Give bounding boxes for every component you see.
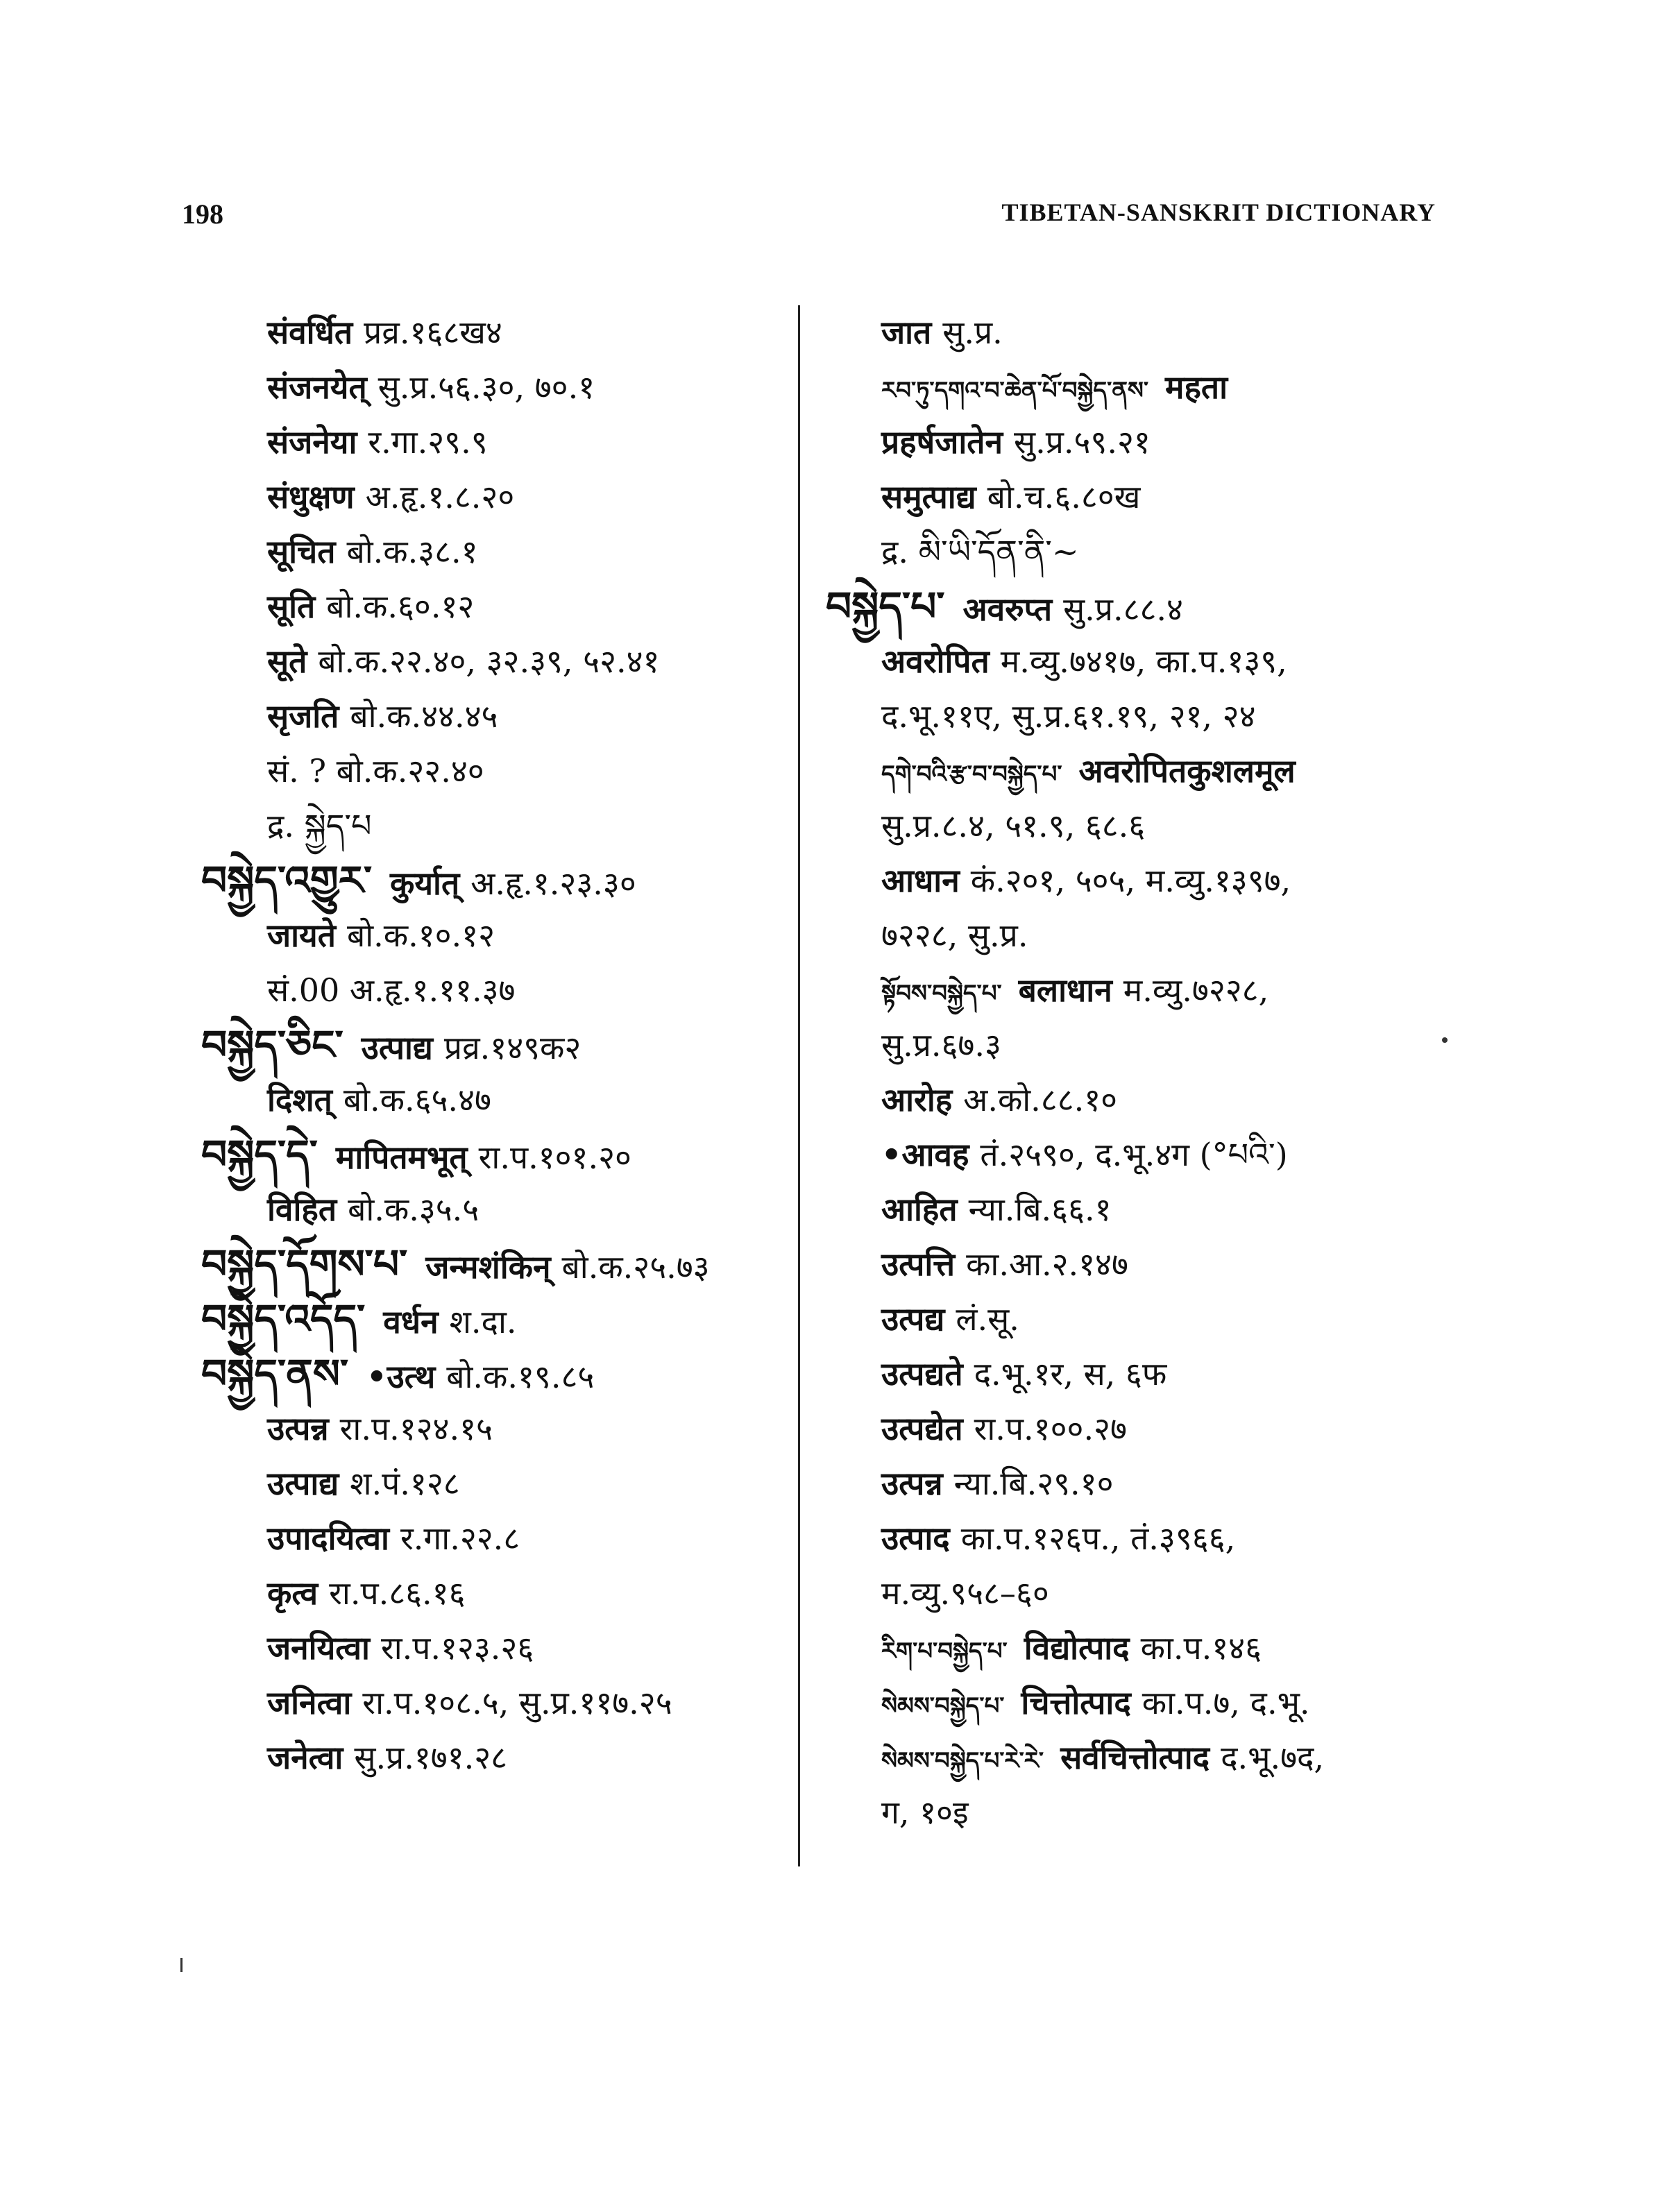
source-reference: र.गा.२९.९: [368, 423, 488, 461]
sanskrit-equivalent: जनयित्वा: [267, 1629, 370, 1667]
sense-entry: [826, 1676, 1450, 1730]
source-reference: प्रव्र.१४९क२: [443, 1029, 582, 1066]
sanskrit-equivalent: उपादयित्वा: [267, 1520, 389, 1557]
sanskrit-equivalent: कृत्व: [267, 1574, 319, 1612]
sense-entry: [826, 853, 1450, 908]
sense-entry: [201, 1621, 784, 1676]
source-reference: सं. ? बो.क.२२.४०: [267, 752, 484, 790]
source-reference: सं.00 अ.हृ.१.११.३७: [267, 971, 516, 1009]
sanskrit-equivalent: संजनेया: [267, 423, 357, 461]
left-column: [201, 305, 784, 1785]
scan-speck: [1442, 1037, 1448, 1043]
sense-entry: [826, 1566, 1450, 1621]
sanskrit-equivalent: सूचित: [267, 533, 336, 570]
sense-entry: [826, 634, 1450, 689]
source-reference: द.भू.११ए, सु.प्र.६१.१९, २१, २४: [881, 697, 1256, 735]
sense-entry: [201, 525, 784, 579]
source-reference: म.व्यु.९५८–६०: [881, 1574, 1049, 1612]
sanskrit-equivalent: कुर्यात्: [390, 865, 460, 902]
source-reference: सु.प्र.५९.२१: [1013, 423, 1151, 461]
sense-entry: [826, 1402, 1450, 1456]
source-reference: रा.प.१२३.२६: [380, 1629, 534, 1667]
source-reference: बो.क.१०.१२: [346, 917, 495, 954]
source-reference: तं.२५९०, द.भू.४ग (°པའི་): [980, 1136, 1288, 1173]
sense-entry: [201, 1456, 784, 1511]
sense-entry: [201, 470, 784, 525]
running-title: TIBETAN-SANSKRIT DICTIONARY: [1001, 198, 1436, 226]
source-reference: का.प.७, द.भू.: [1142, 1684, 1310, 1721]
sense-entry: [201, 1730, 784, 1785]
source-reference: का.प.१२६प., तं.३९६६,: [960, 1520, 1236, 1557]
source-reference: अ.को.८८.१०: [963, 1081, 1118, 1118]
sanskrit-equivalent: समुत्पाद्य: [881, 478, 976, 516]
sense-entry: [826, 1730, 1450, 1785]
sense-entry: [826, 744, 1450, 799]
sense-entry: [826, 415, 1450, 470]
headword-entry: [201, 1018, 784, 1073]
sanskrit-equivalent: उत्पाद्य: [361, 1029, 433, 1066]
sense-entry: [826, 1237, 1450, 1292]
source-reference: बो.क.२२.४०, ३२.३९, ५२.४१: [318, 643, 660, 680]
sense-entry: [201, 689, 784, 744]
source-reference: सु.प्र.८८.४: [1063, 590, 1183, 628]
sanskrit-equivalent: विद्योत्पाद: [1024, 1629, 1130, 1667]
tibetan-term: བསྐྱེད་པ་: [826, 583, 945, 630]
source-reference: अ.हृ.१.८.२०: [365, 478, 515, 516]
scan-speck: [180, 1958, 183, 1972]
sanskrit-equivalent: सर्वचित्तोत्पाद: [1060, 1739, 1210, 1776]
source-reference: बो.क.१९.८५: [446, 1358, 595, 1395]
sanskrit-equivalent: महता: [1164, 368, 1228, 406]
source-reference: रा.प.१२४.१५: [339, 1410, 493, 1447]
tibetan-term: བསྐྱེད་ནས་: [201, 1350, 349, 1397]
sanskrit-equivalent: उत्पन्न: [881, 1465, 943, 1502]
sanskrit-equivalent: आरोह: [881, 1081, 953, 1118]
sanskrit-equivalent: अवरुप्त: [962, 590, 1053, 628]
sanskrit-equivalent: संधुक्षण: [267, 478, 355, 516]
source-reference: रा.प.१०८.५, सु.प्र.११७.२५: [362, 1684, 672, 1721]
sanskrit-equivalent: उत्पाद्य: [267, 1465, 339, 1502]
sense-entry: [826, 1182, 1450, 1237]
source-reference: अ.हृ.१.२३.३०: [470, 865, 636, 902]
sense-entry: [826, 1785, 1450, 1840]
sense-entry: [201, 305, 784, 360]
sanskrit-equivalent: जन्मशंकिन्: [425, 1248, 551, 1286]
source-reference: का.प.१४६: [1140, 1629, 1262, 1667]
headword-entry: [201, 853, 784, 908]
tibetan-term: རབ་ཏུ་དགའ་བ་ཆེན་པོ་བསྐྱེད་ནས་: [881, 377, 1148, 405]
source-reference: न्या.बि.२९.१०: [953, 1465, 1114, 1502]
source-reference: न्या.बि.६६.१: [968, 1191, 1112, 1228]
sanskrit-equivalent: आधान: [881, 862, 960, 899]
source-reference: रा.प.१००.२७: [974, 1410, 1127, 1447]
sense-entry: [826, 1073, 1450, 1128]
sense-entry: [826, 1128, 1450, 1182]
sense-entry: [826, 360, 1450, 415]
source-reference: ग, १०इ: [881, 1794, 969, 1831]
tibetan-term: བསྐྱེད་ཅིང་: [201, 1021, 343, 1069]
sanskrit-equivalent: उत्पद्यते: [881, 1355, 963, 1393]
source-reference: बो.क.६०.१२: [326, 588, 475, 625]
tibetan-term: བསྐྱེད་དེ་: [201, 1131, 318, 1178]
sense-entry: [826, 799, 1450, 853]
headword-entry: [201, 1292, 784, 1347]
source-reference: सु.प्र.८.४, ५१.९, ६८.६: [881, 807, 1146, 844]
sanskrit-equivalent: जायते: [267, 917, 336, 954]
sanskrit-equivalent: जात: [881, 314, 932, 351]
sanskrit-equivalent: सूते: [267, 643, 307, 680]
sense-entry: [201, 1402, 784, 1456]
headword-entry: [201, 1347, 784, 1402]
sense-entry: [826, 525, 1450, 579]
page-header: [0, 198, 1680, 232]
sense-entry: [201, 963, 784, 1018]
source-reference: द्र. སྐྱེད་པ: [267, 807, 372, 844]
sanskrit-equivalent: मापितमभूत्: [335, 1139, 468, 1176]
sense-entry: [201, 1511, 784, 1566]
tibetan-term: དགེ་བའི་རྩ་བ་བསྐྱེད་པ་: [881, 760, 1062, 788]
tibetan-term: སྟོབས་བསྐྱེད་པ་: [881, 980, 1002, 1007]
sense-entry: [201, 799, 784, 853]
column-divider: [798, 305, 800, 1866]
sense-entry: [201, 415, 784, 470]
source-reference: र.गा.२२.८: [400, 1520, 520, 1557]
sense-entry: [201, 634, 784, 689]
source-reference: रा.प.१०१.२०: [478, 1139, 631, 1176]
sense-entry: [201, 744, 784, 799]
headword-entry: [201, 1237, 784, 1292]
source-reference: द.भू.७द,: [1221, 1739, 1325, 1776]
source-reference: बो.क.४४.४५: [350, 697, 498, 735]
source-reference: रा.प.८६.१६: [329, 1574, 466, 1612]
sanskrit-equivalent: जनेत्वा: [267, 1739, 343, 1776]
sanskrit-equivalent: संजनयेत्: [267, 368, 367, 406]
source-reference: बो.क.३८.१: [346, 533, 478, 570]
tibetan-term: བསྐྱེད་དོགས་པ་: [201, 1241, 408, 1288]
tibetan-term: རིག་པ་བསྐྱེད་པ་: [881, 1637, 1008, 1665]
sanskrit-equivalent: सृजति: [267, 697, 339, 735]
source-reference: बो.क.६५.४७: [343, 1081, 491, 1118]
sanskrit-equivalent: आहित: [881, 1191, 958, 1228]
tibetan-term: བསྐྱེད་འགྱུར་: [201, 857, 373, 904]
sense-entry: [826, 1018, 1450, 1073]
sanskrit-equivalent: उत्पद्येत: [881, 1410, 963, 1447]
source-reference: द्र. མི་ཡི་དོན་ནི་~: [881, 533, 1079, 570]
source-reference: बो.च.६.८०ख: [987, 478, 1141, 516]
headword-entry: [826, 579, 1450, 634]
sanskrit-equivalent: दिशत्: [267, 1081, 332, 1118]
sense-entry: [826, 1456, 1450, 1511]
sense-entry: [201, 908, 784, 963]
source-reference: सु.प्र.५६.३०, ७०.१: [377, 368, 595, 406]
source-reference: प्रव्र.१६८ख४: [364, 314, 502, 351]
source-reference: बो.क.३५.५: [348, 1191, 480, 1228]
sense-entry: [826, 1292, 1450, 1347]
sense-entry: [826, 963, 1450, 1018]
sense-entry: [201, 1182, 784, 1237]
source-reference: सु.प्र.६७.३: [881, 1026, 1001, 1064]
source-reference: बो.क.२५.७३: [561, 1248, 710, 1286]
sense-entry: [201, 1073, 784, 1128]
sanskrit-equivalent: विहित: [267, 1191, 337, 1228]
sense-entry: [201, 1566, 784, 1621]
sanskrit-equivalent: प्रहर्षजातेन: [881, 423, 1003, 461]
source-reference: द.भू.१र, स, ६फ: [974, 1355, 1167, 1393]
page-number: 198: [182, 198, 223, 230]
sense-entry: [826, 1621, 1450, 1676]
source-reference: श.पं.१२८: [350, 1465, 460, 1502]
tibetan-term: སེམས་བསྐྱེད་པ་: [881, 1692, 1005, 1720]
source-reference: सु.प्र.१७१.२८: [354, 1739, 508, 1776]
source-reference: सु.प्र.: [942, 314, 1003, 351]
sense-entry: [826, 1511, 1450, 1566]
source-reference: लं.सू.: [956, 1300, 1019, 1338]
sense-entry: [826, 470, 1450, 525]
sanskrit-equivalent: अवरोपितकुशलमूल: [1078, 752, 1296, 790]
source-reference: का.आ.२.१४७: [966, 1245, 1128, 1283]
source-reference: कं.२०१, ५०५, म.व्यु.१३९७,: [970, 862, 1291, 899]
sanskrit-equivalent: •उत्थ: [366, 1358, 436, 1395]
sanskrit-equivalent: उत्पद्य: [881, 1300, 945, 1338]
sanskrit-equivalent: अवरोपित: [881, 643, 990, 680]
sanskrit-equivalent: सूति: [267, 588, 316, 625]
sense-entry: [201, 1676, 784, 1730]
sense-entry: [826, 908, 1450, 963]
sanskrit-equivalent: •आवह: [881, 1136, 969, 1173]
sanskrit-equivalent: चित्तोत्पाद: [1021, 1684, 1131, 1721]
source-reference: म.व्यु.७२२८,: [1123, 971, 1269, 1009]
sanskrit-equivalent: संवर्धित: [267, 314, 353, 351]
tibetan-term: བསྐྱེད་འདོད་: [201, 1295, 366, 1343]
sanskrit-equivalent: जनित्वा: [267, 1684, 352, 1721]
sanskrit-equivalent: बलाधान: [1018, 971, 1112, 1009]
tibetan-term: སེམས་བསྐྱེད་པ་རེ་རེ་: [881, 1747, 1044, 1775]
sense-entry: [201, 579, 784, 634]
sense-entry: [826, 689, 1450, 744]
right-column: [826, 305, 1450, 1840]
sanskrit-equivalent: वर्धन: [383, 1303, 439, 1341]
sense-entry: [826, 1347, 1450, 1402]
sense-entry: [826, 305, 1450, 360]
sanskrit-equivalent: उत्पाद: [881, 1520, 950, 1557]
source-reference: म.व्यु.७४१७, का.प.१३९,: [1000, 643, 1287, 680]
sense-entry: [201, 360, 784, 415]
sanskrit-equivalent: उत्पन्न: [267, 1410, 329, 1447]
source-reference: ७२२८, सु.प्र.: [881, 917, 1028, 954]
source-reference: श.दा.: [449, 1303, 517, 1341]
sanskrit-equivalent: उत्पत्ति: [881, 1245, 956, 1283]
headword-entry: [201, 1128, 784, 1182]
